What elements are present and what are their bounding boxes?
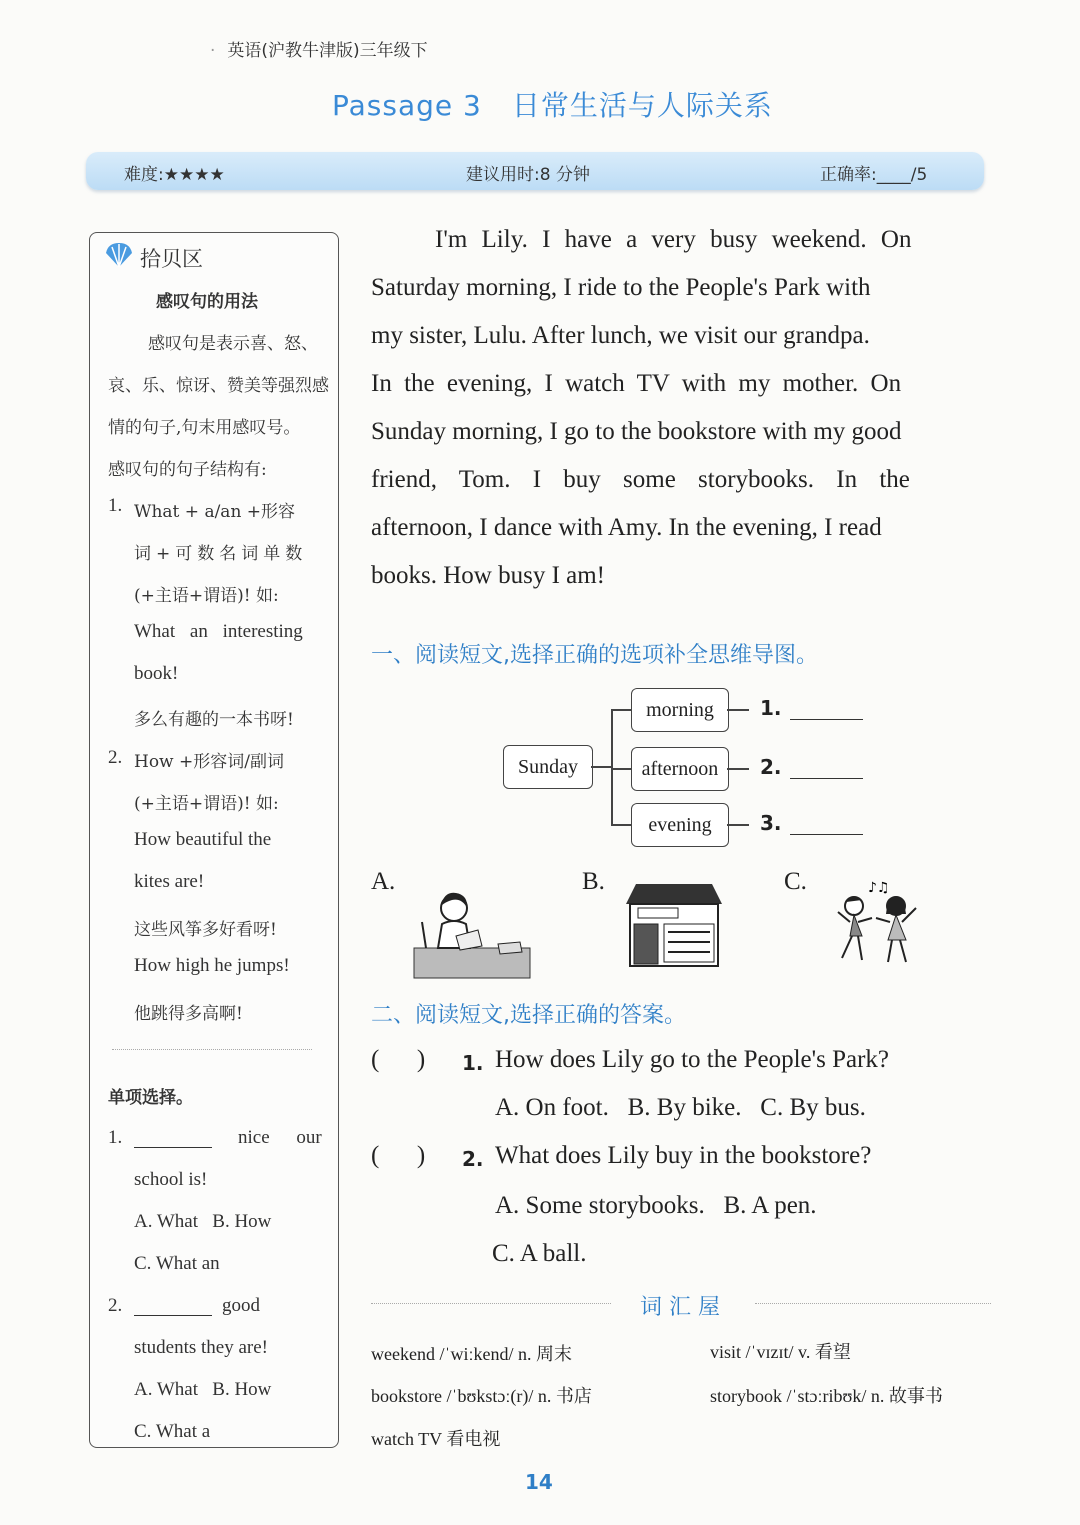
rule-line: 词+可数名词单数 [134, 544, 308, 564]
example-line: book! [134, 663, 179, 684]
question-options[interactable]: A. What B. How [134, 1211, 272, 1232]
connector [611, 709, 613, 824]
question-options[interactable]: A. Some storybooks. B. A pen. [495, 1192, 817, 1219]
example-line: How high he jumps! [134, 955, 290, 976]
blank-number: 2. [760, 755, 782, 779]
connector [727, 709, 749, 711]
connector [611, 824, 631, 826]
mindmap-branch-evening: evening [631, 803, 729, 847]
answer-blank[interactable] [790, 778, 863, 779]
example-translation: 多么有趣的一本书呀! [134, 710, 294, 730]
passage-line: I'm Lily. I have a very busy weekend. On [435, 226, 912, 253]
mindmap-branch-morning: morning [631, 688, 729, 732]
connector [591, 766, 611, 768]
rule-number: 1. [108, 495, 123, 516]
answer-paren[interactable]: ( ) [371, 1142, 426, 1169]
answer-paren[interactable]: ( ) [371, 1046, 426, 1073]
question-text: students they are! [134, 1337, 269, 1358]
shell-icon [104, 241, 134, 269]
passage-number: Passage 3 [332, 89, 482, 122]
question-number: 1. [462, 1051, 484, 1075]
divider [371, 1303, 611, 1304]
question-text: good [222, 1295, 260, 1316]
passage-topic: 日常生活与人际关系 [511, 89, 773, 122]
rule-line: (+主语+谓语)! 如: [134, 794, 279, 814]
passage-line: friend, Tom. I buy some storybooks. In the [371, 466, 910, 493]
dancing-children-illustration [832, 878, 924, 970]
section-1-title: 一、阅读短文,选择正确的选项补全思维导图。 [371, 643, 818, 668]
answer-blank[interactable] [790, 834, 863, 835]
option-a-label: A. [371, 868, 396, 895]
intro-line: 感叹句的句子结构有: [108, 460, 267, 480]
passage-title [332, 84, 773, 124]
example-line: What an interesting [134, 621, 303, 642]
option-b-label: B. [582, 868, 605, 895]
passage-line: my sister, Lulu. After lunch, we visit our grandpa. [371, 322, 870, 349]
connector [611, 768, 631, 770]
example-translation: 这些风筝多好看呀! [134, 920, 277, 940]
vocab-title: 词 汇 屋 [640, 1295, 720, 1320]
sidebar-subtitle: 感叹句的用法 [156, 292, 258, 312]
suggested-time: 建议用时:8 分钟 [466, 165, 590, 185]
answer-blank[interactable] [790, 719, 863, 720]
vocab-item: visit /ˈvɪzɪt/ v. 看望 [710, 1342, 851, 1362]
passage-line: books. How busy I am! [371, 562, 606, 589]
difficulty-rating: 难度:★★★★ [124, 165, 225, 185]
answer-blank[interactable] [134, 1315, 212, 1316]
sidebar-title: 拾贝区 [140, 247, 203, 271]
connector [727, 768, 749, 770]
bookstore-illustration [624, 882, 724, 968]
section-2-title: 二、阅读短文,选择正确的答案。 [371, 1003, 686, 1028]
vocab-item: weekend /ˈwiːkend/ n. 周末 [371, 1344, 572, 1364]
vocab-item: storybook /ˈstɔːribʊk/ n. 故事书 [710, 1386, 943, 1406]
question-options[interactable]: A. On foot. B. By bike. C. By bus. [495, 1094, 866, 1121]
example-line: How beautiful the [134, 829, 272, 850]
example-line: kites are! [134, 871, 205, 892]
question-number: 1. [108, 1127, 123, 1148]
passage-line: afternoon, I dance with Amy. In the evening, I read [371, 514, 882, 541]
intro-line: 情的句子,句末用感叹号。 [108, 418, 301, 438]
reading-girl-illustration [412, 886, 532, 980]
intro-line: 哀、乐、惊讶、赞美等强烈感 [108, 376, 329, 396]
question-options[interactable]: C. What an [134, 1253, 220, 1274]
connector [611, 709, 631, 711]
question-options[interactable]: C. What a [134, 1421, 211, 1442]
vocab-item: watch TV 看电视 [371, 1429, 501, 1449]
accuracy-field: 正确率:____/5 [820, 165, 928, 185]
page-number: 14 [525, 1470, 553, 1494]
intro-line: 感叹句是表示喜、怒、 [148, 334, 318, 354]
passage-line: Saturday morning, I ride to the People's Park with [371, 274, 871, 301]
question-text: school is! [134, 1169, 208, 1190]
music-note-icon: ♪♫ [868, 880, 890, 896]
mindmap-root: Sunday [503, 745, 593, 789]
blank-number: 1. [760, 696, 782, 720]
question-number: 2. [108, 1295, 123, 1316]
running-header: · 英语(沪教牛津版)三年级下 [210, 41, 428, 61]
rule-line: (+主语+谓语)! 如: [134, 586, 279, 606]
divider [755, 1303, 991, 1304]
info-bar [86, 152, 984, 190]
rule-number: 2. [108, 747, 123, 768]
question-text: What does Lily buy in the bookstore? [495, 1142, 872, 1169]
tips-sidebar [89, 232, 339, 1448]
divider [112, 1049, 312, 1050]
question-options[interactable]: A. What B. How [134, 1379, 272, 1400]
exercise-title: 单项选择。 [108, 1088, 193, 1108]
option-c-label: C. [784, 868, 807, 895]
rule-line: How +形容词/副词 [134, 752, 284, 772]
question-number: 2. [462, 1147, 484, 1171]
passage-line: Sunday morning, I go to the bookstore with my good [371, 418, 902, 445]
vocab-item: bookstore /ˈbʊkstɔː(r)/ n. 书店 [371, 1386, 592, 1406]
example-translation: 他跳得多高啊! [134, 1004, 243, 1024]
question-text: How does Lily go to the People's Park? [495, 1046, 890, 1073]
rule-line: What + a/an +形容 [134, 502, 296, 522]
mindmap-branch-afternoon: afternoon [631, 747, 729, 791]
question-options[interactable]: C. A ball. [492, 1240, 587, 1267]
answer-blank[interactable] [134, 1147, 212, 1148]
question-text: nice our [238, 1127, 322, 1148]
connector [727, 824, 749, 826]
passage-line: In the evening, I watch TV with my mother. On [371, 370, 902, 397]
blank-number: 3. [760, 811, 782, 835]
